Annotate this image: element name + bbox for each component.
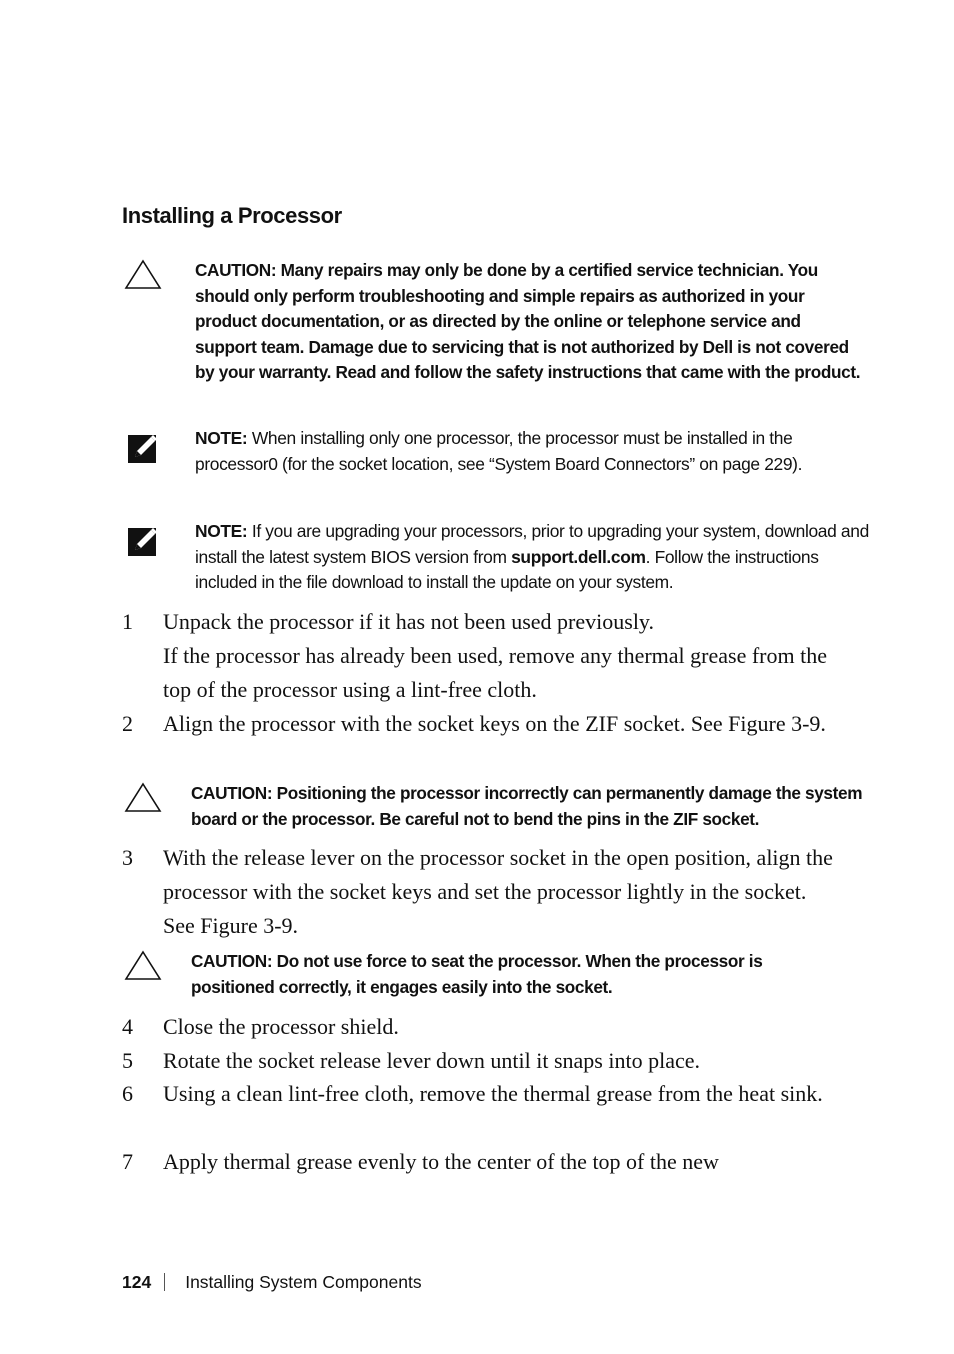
pencil-note-icon (126, 426, 166, 466)
footer-divider (164, 1273, 165, 1291)
note-label: NOTE: (195, 428, 248, 448)
support-link[interactable]: support.dell.com (511, 546, 646, 567)
page-footer (122, 1272, 422, 1293)
footer-section-title: Installing System Components (185, 1272, 422, 1292)
note-body: If you are upgrading your processors, prior to upgrading your system, download and install the latest system BIOS version from (195, 521, 869, 567)
step-text: Rotate the socket release lever down until it snaps into place. (163, 1048, 701, 1073)
caution-text: CAUTION: Many repairs may only be done by a certified service technician. You should only perform troubleshooting and simple repairs as authorized in your product documentation, or as directed by the online or telephone service and support team. Damage due to servicing that is not authorized by Dell is not covered by your warranty. Read and follow the safety instructions that came with the product. (195, 260, 861, 382)
step-subtext: If the processor has already been used, remove any thermal grease from the top of the processor using a lint-free cloth. (163, 643, 827, 702)
caution-text: CAUTION: Do not use force to seat the processor. When the processor is positioned correctly, it engages easily into the socket. (191, 951, 763, 997)
step-text (163, 605, 853, 707)
step-number: 6 (122, 1081, 133, 1106)
page-number: 124 (122, 1272, 152, 1292)
caution-triangle-icon (124, 949, 164, 989)
note-body-end: . Follow the instructions included in the file download to install the update on your system. (195, 546, 819, 592)
note-label: NOTE: (195, 521, 248, 541)
note-body: When installing only one processor, the processor must be installed in the processor0 (for the socket location, see “System Board Connectors” on page 229). (195, 428, 803, 474)
step-number: 5 (122, 1048, 133, 1073)
step-number: 1 (122, 609, 133, 634)
step-text: Close the processor shield. (163, 1014, 399, 1039)
step-number: 4 (122, 1014, 133, 1039)
note-text (195, 426, 875, 477)
section-heading: Installing a Processor (122, 203, 342, 228)
step-text: Apply thermal grease evenly to the center of the top of the new (163, 1149, 719, 1174)
pencil-note-icon (126, 519, 166, 559)
note-text (195, 519, 875, 596)
caution-text: CAUTION: Positioning the processor incorrectly can permanently damage the system board or the processor. Be careful not to bend the pins in the ZIF socket. (191, 783, 863, 829)
step-number: 3 (122, 845, 133, 870)
step-number: 2 (122, 711, 133, 736)
step-text: With the release lever on the processor socket in the open position, align the processor with the socket keys and set the processor lightly in the socket. See Figure 3-9. (163, 845, 833, 938)
caution-triangle-icon (124, 258, 164, 298)
step-text: Align the processor with the socket keys on the ZIF socket. See Figure 3-9. (163, 711, 826, 736)
step-line: Unpack the processor if it has not been used previously. (163, 609, 655, 634)
caution-triangle-icon (124, 781, 164, 821)
step-number: 7 (122, 1149, 133, 1174)
step-text: Using a clean lint-free cloth, remove the thermal grease from the heat sink. (163, 1081, 823, 1106)
